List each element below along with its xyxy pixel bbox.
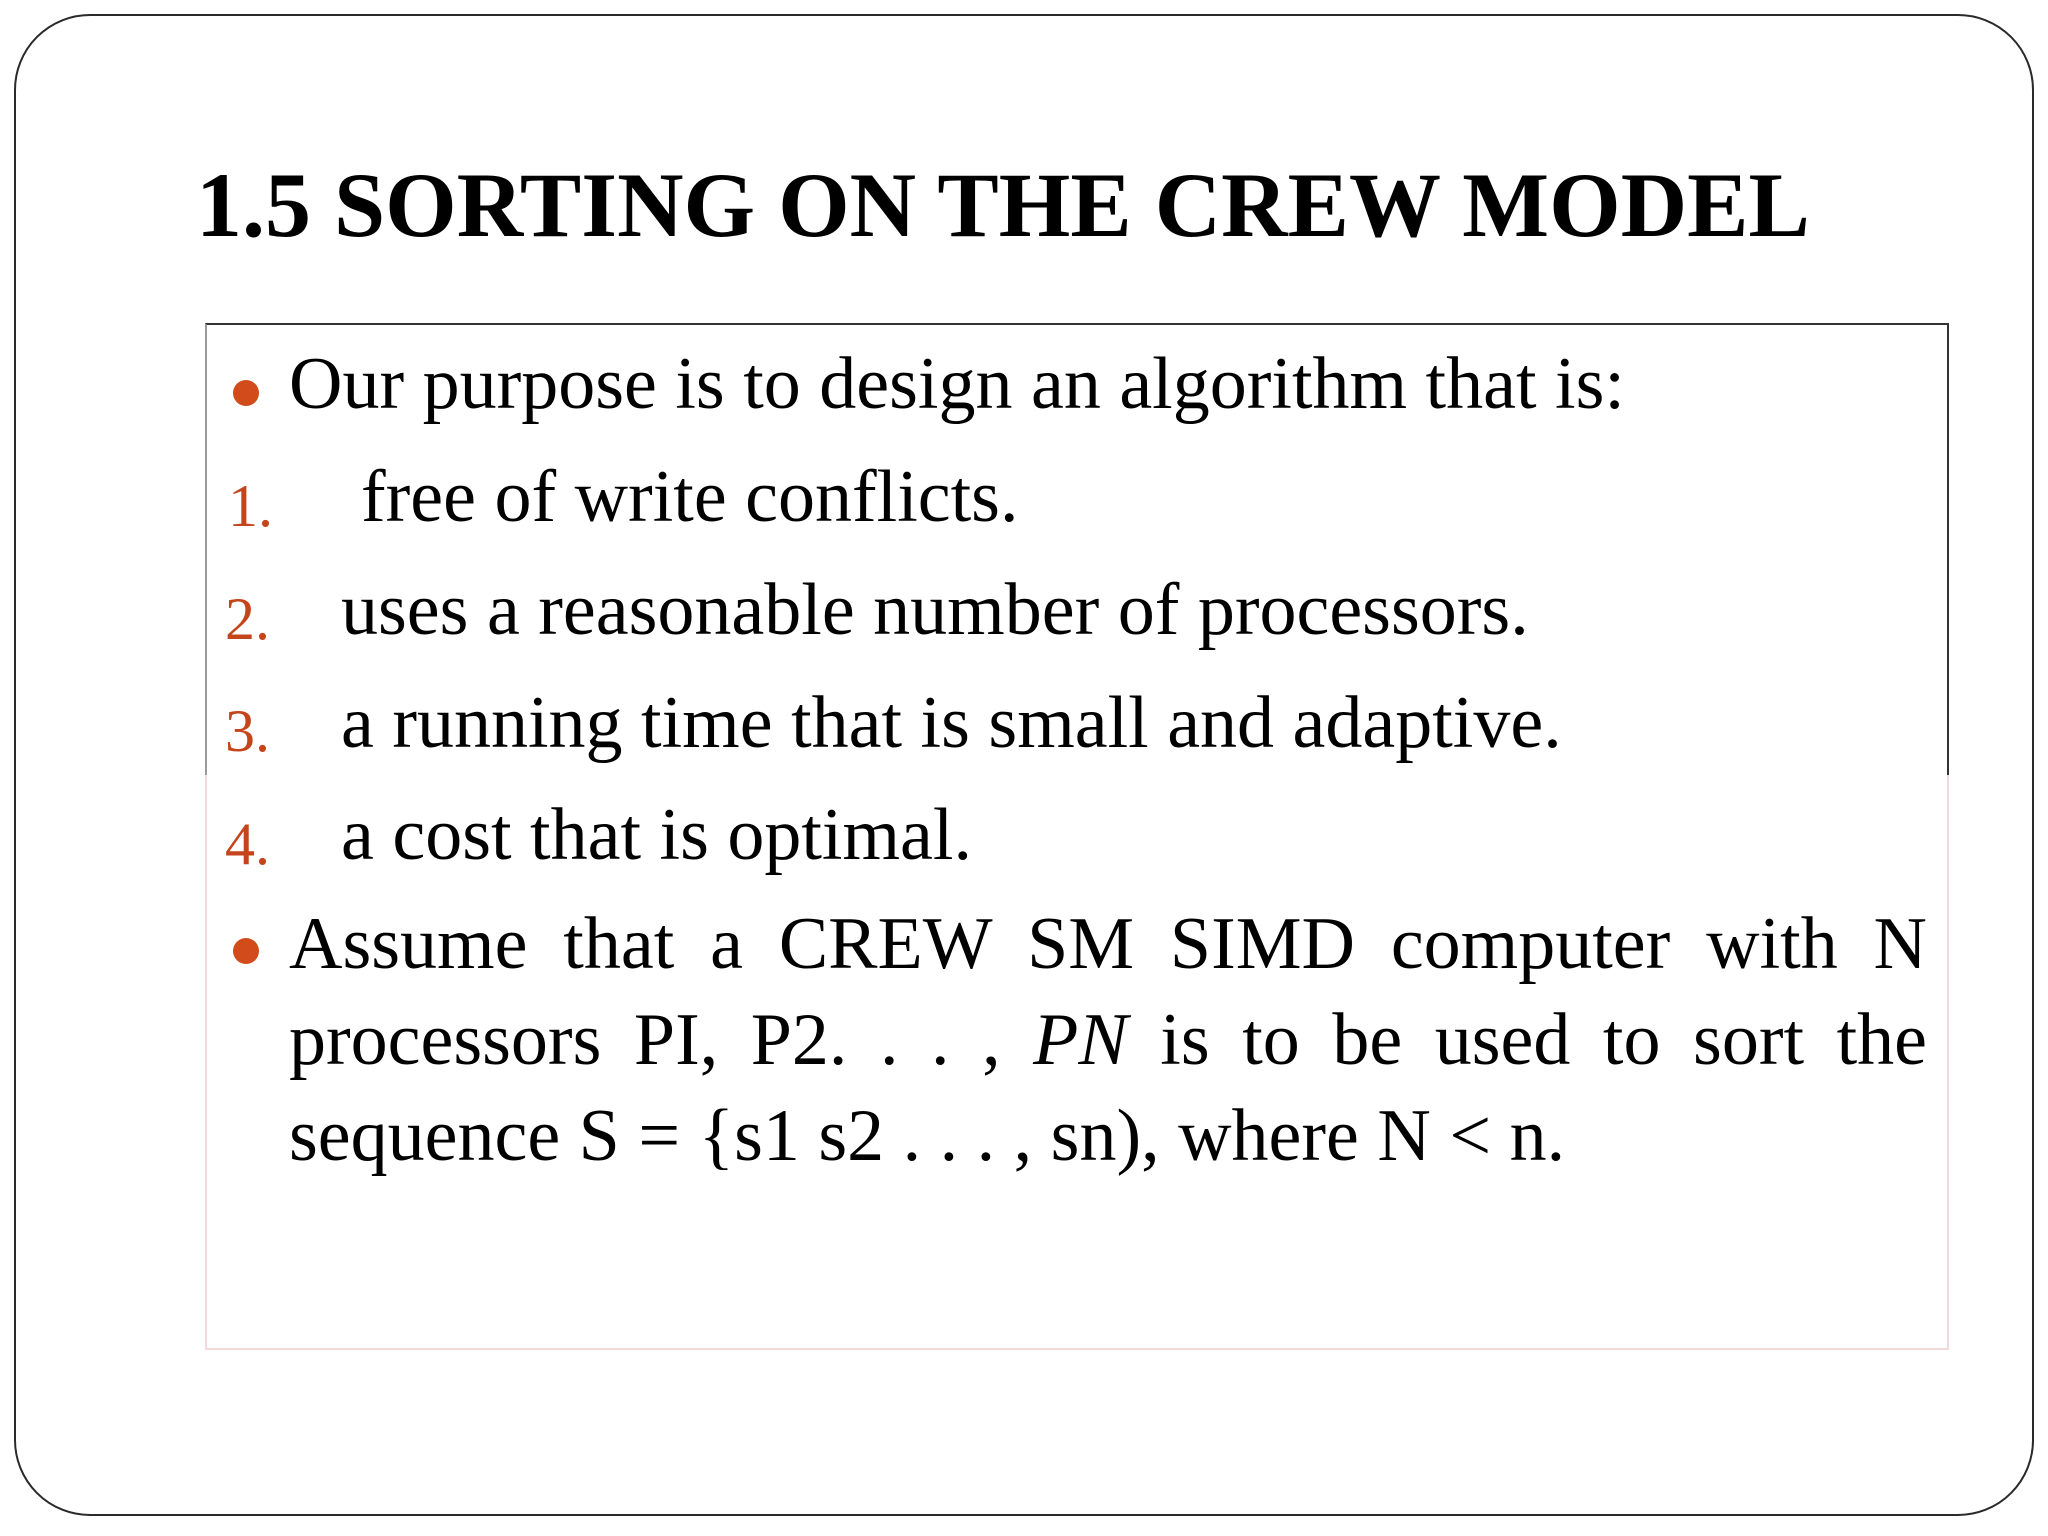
assume-bullet-text: [289, 896, 1927, 1184]
item-number-2: 2.: [225, 586, 270, 652]
assume-text-part2: is to be used to sort the sequence S = {s1 s2 . . . , sn), where N < n.: [289, 999, 1928, 1177]
item-text-2: uses a reasonable number of processors.: [341, 569, 1529, 651]
bullet-icon: [233, 938, 259, 964]
bullet-icon: [233, 380, 259, 406]
item-text-4: a cost that is optimal.: [341, 794, 972, 876]
item-number-3: 3.: [225, 698, 270, 764]
intro-bullet-text: Our purpose is to design an algorithm that is:: [289, 343, 1625, 425]
item-text-1: free of write conflicts.: [361, 456, 1019, 538]
slide-title: 1.5 SORTING ON THE CREW MODEL: [196, 154, 1810, 256]
item-number-1: 1.: [228, 473, 273, 539]
assume-text-part1: Assume that a CREW SM SIMD computer with N processors PI, P2. . . ,: [289, 903, 1927, 1081]
item-number-4: 4.: [225, 811, 270, 877]
item-text-3: a running time that is small and adaptive.: [341, 682, 1562, 764]
assume-text-italic: PN: [1033, 999, 1128, 1081]
